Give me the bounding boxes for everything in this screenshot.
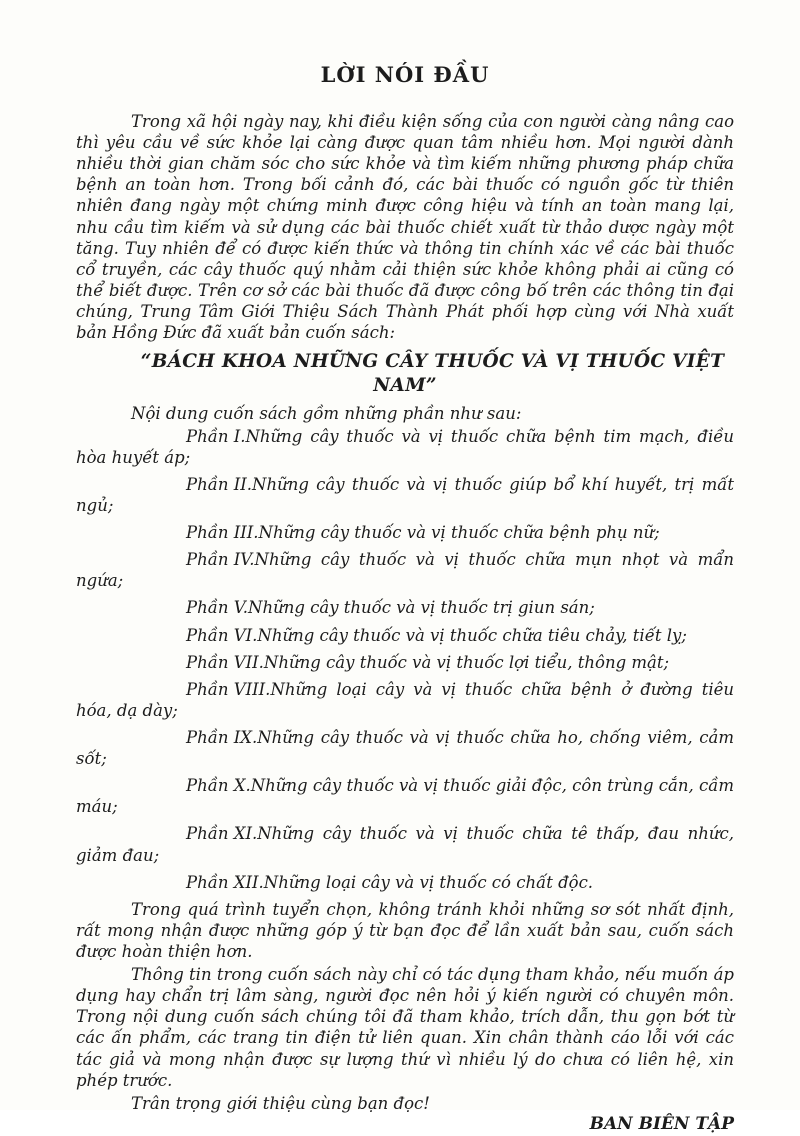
toc-item-text: Những loại cây và vị thuốc có chất độc. [263, 872, 594, 892]
toc-item [76, 679, 734, 721]
toc-item-text: Những cây thuốc và vị thuốc chữa bệnh phụ nữ; [258, 523, 660, 543]
toc-item [76, 727, 734, 769]
toc-item-text: Những cây thuốc và vị thuốc chữa tiêu chảy, tiết lỵ; [257, 625, 687, 645]
page-title: LỜI NÓI ĐẦU [320, 62, 490, 87]
toc-item-label: Phần IX. [186, 727, 258, 747]
toc-item [76, 597, 734, 618]
toc-item-text: Những cây thuốc và vị thuốc trị giun sán; [248, 598, 595, 618]
toc-item-label: Phần X. [186, 776, 251, 796]
contents-intro: Nội dung cuốn sách gồm những phần như sau: [131, 403, 522, 423]
toc-item-label: Phần VII. [186, 652, 264, 672]
closing-paragraph-2: Thông tin trong cuốn sách này chỉ có tác dụng tham khảo, nếu muốn áp dụng hay chẩn trị lâm sàng, người đọc nên hỏi ý kiến người có chuyên môn. Trong nội dung cuốn sách chúng tôi đã tham khảo, trích dẫn, thu gọn bớt từ các ấn phẩm, các trang tin điện tử liên quan. Xin chân thành cáo lỗi với các tác giả và mong nhận được sự lượng thứ vì nhiều lý do chưa có liên hệ, xin phép trước. [76, 965, 734, 1090]
toc-item [76, 426, 734, 468]
closing-paragraph-1: Trong quá trình tuyển chọn, không tránh khỏi những sơ sót nhất định, rất mong nhận được những góp ý từ bạn đọc để lần xuất bản sau, cuốn sách được hoàn thiện hơn. [76, 899, 734, 961]
toc-item-text: Những cây thuốc và vị thuốc giúp bổ khí huyết, trị mất ngủ; [76, 474, 734, 515]
toc-item-text: Những cây thuốc và vị thuốc chữa tê thấp, đau nhức, giảm đau; [76, 824, 734, 865]
toc-item [76, 652, 734, 673]
page-body [76, 111, 734, 1136]
toc-item-label: Phần IV. [186, 550, 255, 570]
toc-item-text: Những cây thuốc và vị thuốc lợi tiểu, thông mật; [263, 652, 670, 672]
toc-item-text: Những cây thuốc và vị thuốc giải độc, côn trùng cắn, cầm máu; [76, 776, 734, 817]
toc-item-text: Những cây thuốc và vị thuốc chữa bệnh tim mạch, điều hòa huyết áp; [76, 426, 734, 467]
toc-item [76, 522, 734, 543]
table-of-contents [76, 426, 734, 893]
toc-item [76, 549, 734, 591]
toc-item-label: Phần III. [186, 523, 259, 543]
editorial-board-signature: BAN BIÊN TẬP [589, 1113, 734, 1134]
toc-item [76, 775, 734, 817]
toc-item [76, 625, 734, 646]
toc-item-text: Những loại cây và vị thuốc chữa bệnh ở đường tiêu hóa, dạ dày; [76, 679, 734, 720]
toc-item-label: Phần I. [186, 426, 246, 446]
toc-item-label: Phần VI. [186, 625, 258, 645]
toc-item-label: Phần XII. [186, 872, 264, 892]
toc-item-label: Phần VIII. [186, 679, 271, 699]
toc-item-label: Phần V. [186, 598, 248, 618]
toc-item-text: Những cây thuốc và vị thuốc chữa mụn nhọt và mẩn ngứa; [76, 550, 734, 591]
toc-item-text: Những cây thuốc và vị thuốc chữa ho, chống viêm, cảm sốt; [76, 727, 734, 769]
closing-paragraph-3: Trân trọng giới thiệu cùng bạn đọc! [131, 1093, 430, 1113]
toc-item [76, 823, 734, 865]
toc-item [76, 872, 734, 893]
book-title: “BÁCH KHOA NHỮNG CÂY THUỐC VÀ VỊ THUỐC VIỆT NAM” [140, 351, 725, 396]
toc-item-label: Phần XI. [186, 824, 258, 844]
toc-item [76, 474, 734, 516]
closing-section [76, 899, 734, 1114]
intro-paragraph: Trong xã hội ngày nay, khi điều kiện sống của con người càng nâng cao thì yêu cầu về sức khỏe lại càng được quan tâm nhiều hơn. Mọi người dành nhiều thời gian chăm sóc cho sức khỏe và tìm kiếm những phương pháp chữa bệnh an toàn hơn. Trong bối cảnh đó, các bài thuốc có nguồn gốc từ thiên nhiên đang ngày một chứng minh được công hiệu và tính an toàn mang lại, nhu cầu tìm kiếm và sử dụng các bài thuốc chiết xuất từ thảo dược ngày một tăng. Tuy nhiên để có được kiến thức và thông tin chính xác về các bài thuốc cổ truyền, các cây thuốc quý nhằm cải thiện sức khỏe không phải ai cũng có thể biết được. Trên cơ sở các bài thuốc đã được công bố trên các thông tin đại chúng, Trung Tâm Giới Thiệu Sách Thành Phát phối hợp cùng với Nhà xuất bản Hồng Đức đã xuất bản cuốn sách: [76, 112, 734, 343]
toc-item-label: Phần II. [186, 474, 252, 494]
